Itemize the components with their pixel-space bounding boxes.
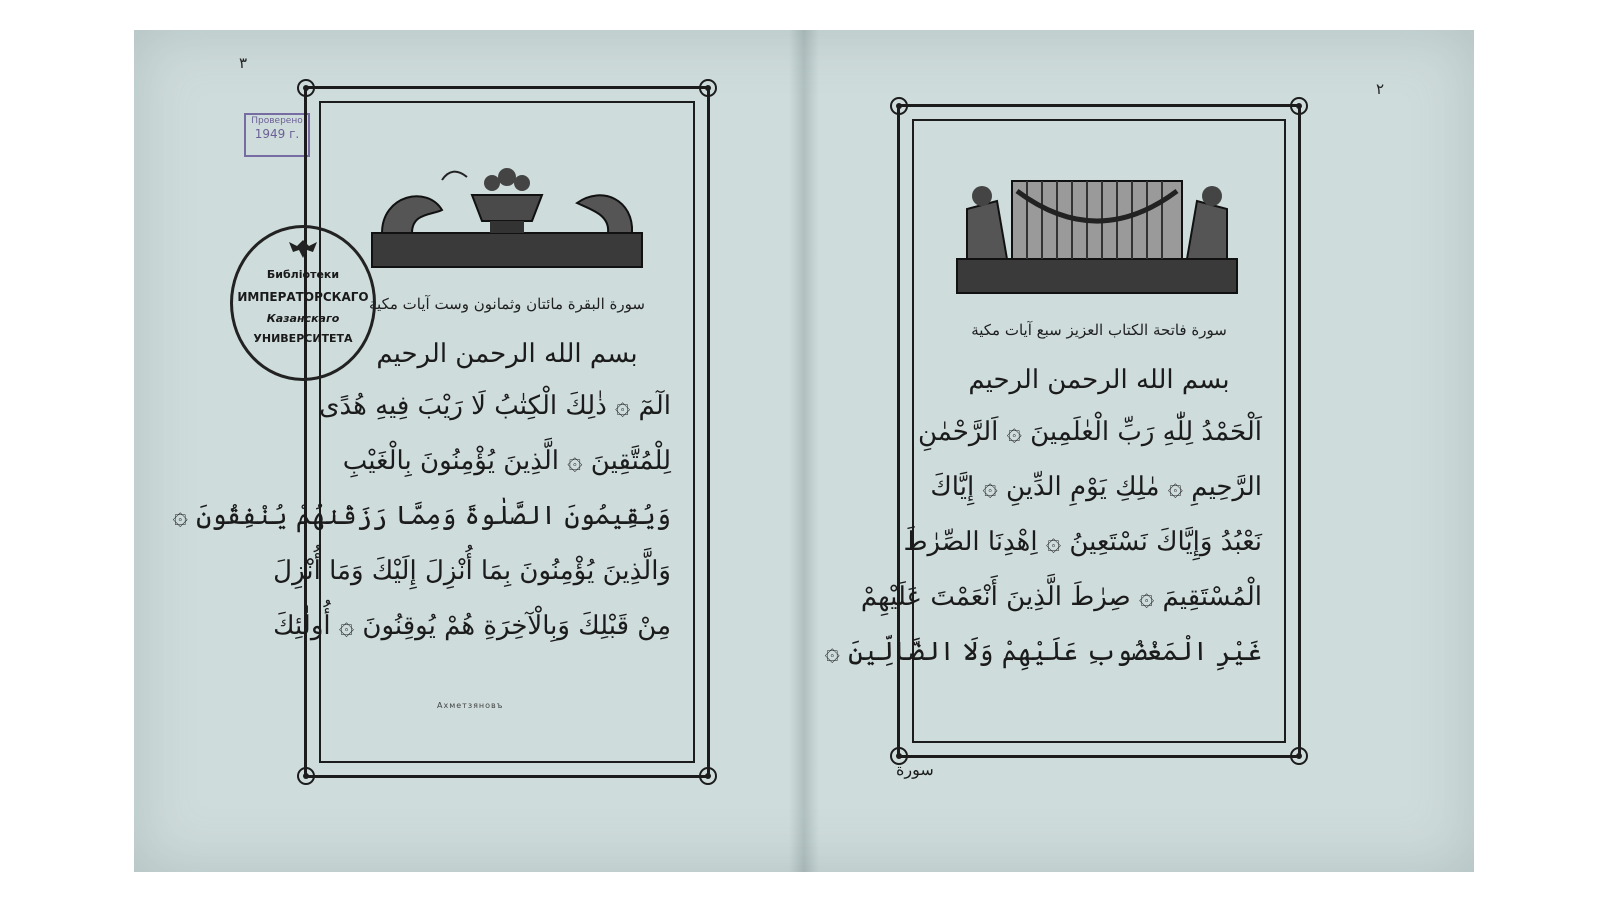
book-spread — [134, 30, 1474, 872]
left-page-number: ٣ — [239, 54, 248, 72]
seal-line: УНИВЕРСИТЕТА — [253, 332, 353, 345]
corner-ornament-icon — [1288, 745, 1310, 767]
verse-line: اَلْحَمْدُ لِلّٰهِ رَبِّ الْعٰلَمِينَ ۞ اَلرَّحْمٰنِ — [917, 417, 1262, 447]
right-page-number: ٢ — [1376, 80, 1385, 98]
corner-ornament-icon — [1288, 95, 1310, 117]
corner-ornament-icon — [295, 765, 317, 787]
corner-ornament-icon — [697, 765, 719, 787]
seal-line: ИМПЕРАТОРСКАГО — [237, 290, 369, 304]
verse-line: الْمُسْتَقِيمَ ۞ صِرٰطَ الَّذِينَ أَنْعَمْتَ عَلَيْهِمْ — [860, 582, 1262, 612]
left-page-text-block — [172, 339, 671, 666]
right-page-frame — [824, 104, 1301, 758]
verse-line: وَيُقِيمُونَ الصَّلٰوةَ وَمِمَّا رَزَقْنٰهُمْ يُنْفِقُونَ ۞ — [172, 501, 671, 531]
corner-ornament-icon — [697, 77, 719, 99]
verse-line: مِنْ قَبْلِكَ وَبِالْآخِرَةِ هُمْ يُوقِنُونَ ۞ أُولٰئِكَ — [273, 611, 671, 641]
university-library-seal — [230, 225, 376, 381]
verse-line: غَيْرِ الْمَغْضُوبِ عَلَيْهِمْ وَلَا الضَّالِّينَ ۞ — [824, 637, 1262, 667]
eagle-emblem-icon — [285, 236, 321, 262]
stamp-line: 1949 г. — [254, 127, 300, 141]
corner-ornament-icon — [295, 77, 317, 99]
seal-line: Библіотеки — [266, 268, 340, 281]
verse-line: الرَّحِيمِ ۞ مٰلِكِ يَوْمِ الدِّينِ ۞ إِيَّاكَ — [930, 472, 1262, 502]
corner-ornament-icon — [888, 95, 910, 117]
urn-headpiece-ornament — [372, 155, 642, 270]
surah-heading: سورة فاتحة الكتاب العزيز سبع آيات مكية — [971, 321, 1227, 339]
surah-heading: سورة البقرة مائتان وثمانون وست آيات مكية — [369, 295, 645, 313]
verse-line: لِلْمُتَّقِينَ ۞ الَّذِينَ يُؤْمِنُونَ بِالْغَيْبِ — [342, 446, 671, 476]
stamp-line: Проверено — [251, 116, 303, 126]
catchword: سورة — [896, 760, 934, 779]
book-gutter — [789, 30, 819, 872]
verse-line: نَعْبُدُ وَإِيَّاكَ نَسْتَعِينُ ۞ اِهْدِنَا الصِّرٰطَ — [903, 527, 1262, 557]
basmala-line: بسم الله الرحمن الرحيم — [376, 339, 638, 369]
seal-line: Казанскаго — [266, 312, 340, 325]
basmala-line: بسم الله الرحمن الرحيم — [968, 365, 1230, 395]
drapery-headpiece-ornament — [957, 161, 1237, 296]
signature: Ахметзяновъ — [437, 701, 504, 710]
right-page-text-block — [824, 365, 1262, 692]
verse-line: وَالَّذِينَ يُؤْمِنُونَ بِمَا أُنْزِلَ إِلَيْكَ وَمَا أُنْزِلَ — [273, 556, 671, 586]
inspection-stamp — [244, 113, 310, 157]
verse-line: الٓمٓ ۞ ذٰلِكَ الْكِتٰبُ لَا رَيْبَ فِيهِ هُدًى — [319, 391, 671, 421]
